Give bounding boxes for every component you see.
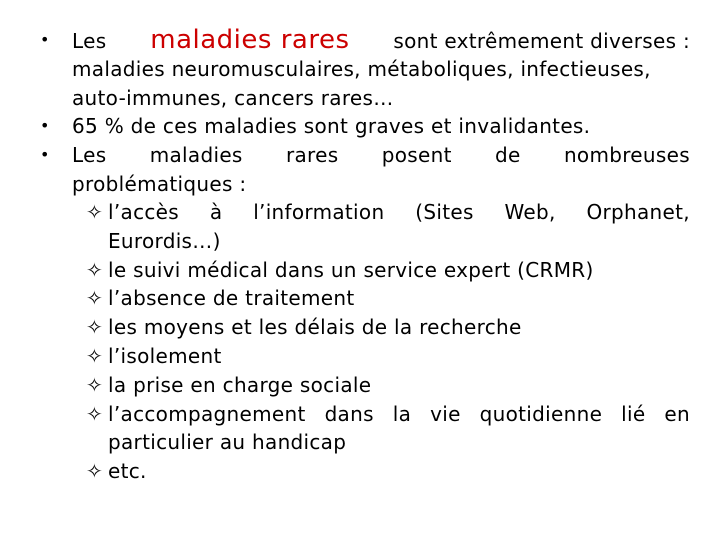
word: de [495, 143, 521, 167]
star-bullet-icon: ✧ [86, 459, 103, 483]
word: vie [430, 402, 461, 426]
highlight-maladies-rares: maladies rares [150, 25, 350, 55]
bullet-3-line-2: problématiques : [72, 172, 247, 196]
sub-bullet-6: la prise en charge sociale [108, 373, 372, 397]
word: lié [621, 402, 646, 426]
bullet-1-line-3: auto-immunes, cancers rares… [72, 86, 394, 110]
sub-bullet-1-line-2: Eurordis…) [108, 229, 221, 253]
word: l’information [253, 200, 385, 224]
star-bullet-icon: ✧ [86, 373, 103, 397]
sub-bullet-1-line-1 [108, 198, 690, 226]
word: posent [381, 143, 452, 167]
word: quotidienne [479, 402, 603, 426]
word: en [664, 402, 690, 426]
word: rares [285, 143, 339, 167]
word: (Sites [415, 200, 474, 224]
bullet-2-line-1: 65 % de ces maladies sont graves et invalidantes. [72, 114, 591, 138]
sub-bullet-2: le suivi médical dans un service expert (CRMR) [108, 258, 594, 282]
sub-bullet-3: l’absence de traitement [108, 286, 355, 310]
sub-bullet-7-line-1 [108, 400, 690, 428]
word: Orphanet, [586, 200, 690, 224]
word: l’accompagnement [108, 402, 306, 426]
sub-bullet-5: l’isolement [108, 344, 222, 368]
bullet-icon: • [40, 145, 50, 164]
word: Web, [504, 200, 556, 224]
word: Les [72, 143, 107, 167]
star-bullet-icon: ✧ [86, 258, 103, 282]
star-bullet-icon: ✧ [86, 200, 103, 224]
word: la [392, 402, 412, 426]
star-bullet-icon: ✧ [86, 315, 103, 339]
bullet-3-line-1 [72, 141, 690, 169]
bullet-1-line-1 [72, 26, 690, 55]
bullet-1-line-2: maladies neuromusculaires, métaboliques, infectieuses, [72, 57, 651, 81]
star-bullet-icon: ✧ [86, 344, 103, 368]
bullet-1-text-start: Les [72, 29, 107, 53]
star-bullet-icon: ✧ [86, 286, 103, 310]
star-bullet-icon: ✧ [86, 402, 103, 426]
sub-bullet-4: les moyens et les délais de la recherche [108, 315, 522, 339]
bullet-1-text-end: sont extrêmement diverses : [393, 29, 690, 53]
word: l’accès [108, 200, 179, 224]
word: dans [324, 402, 374, 426]
word: nombreuses [563, 143, 690, 167]
bullet-icon: • [40, 116, 50, 135]
sub-bullet-7-line-2: particulier au handicap [108, 430, 347, 454]
word: à [209, 200, 223, 224]
bullet-icon: • [40, 30, 50, 49]
sub-bullet-8: etc. [108, 459, 147, 483]
word: maladies [149, 143, 243, 167]
